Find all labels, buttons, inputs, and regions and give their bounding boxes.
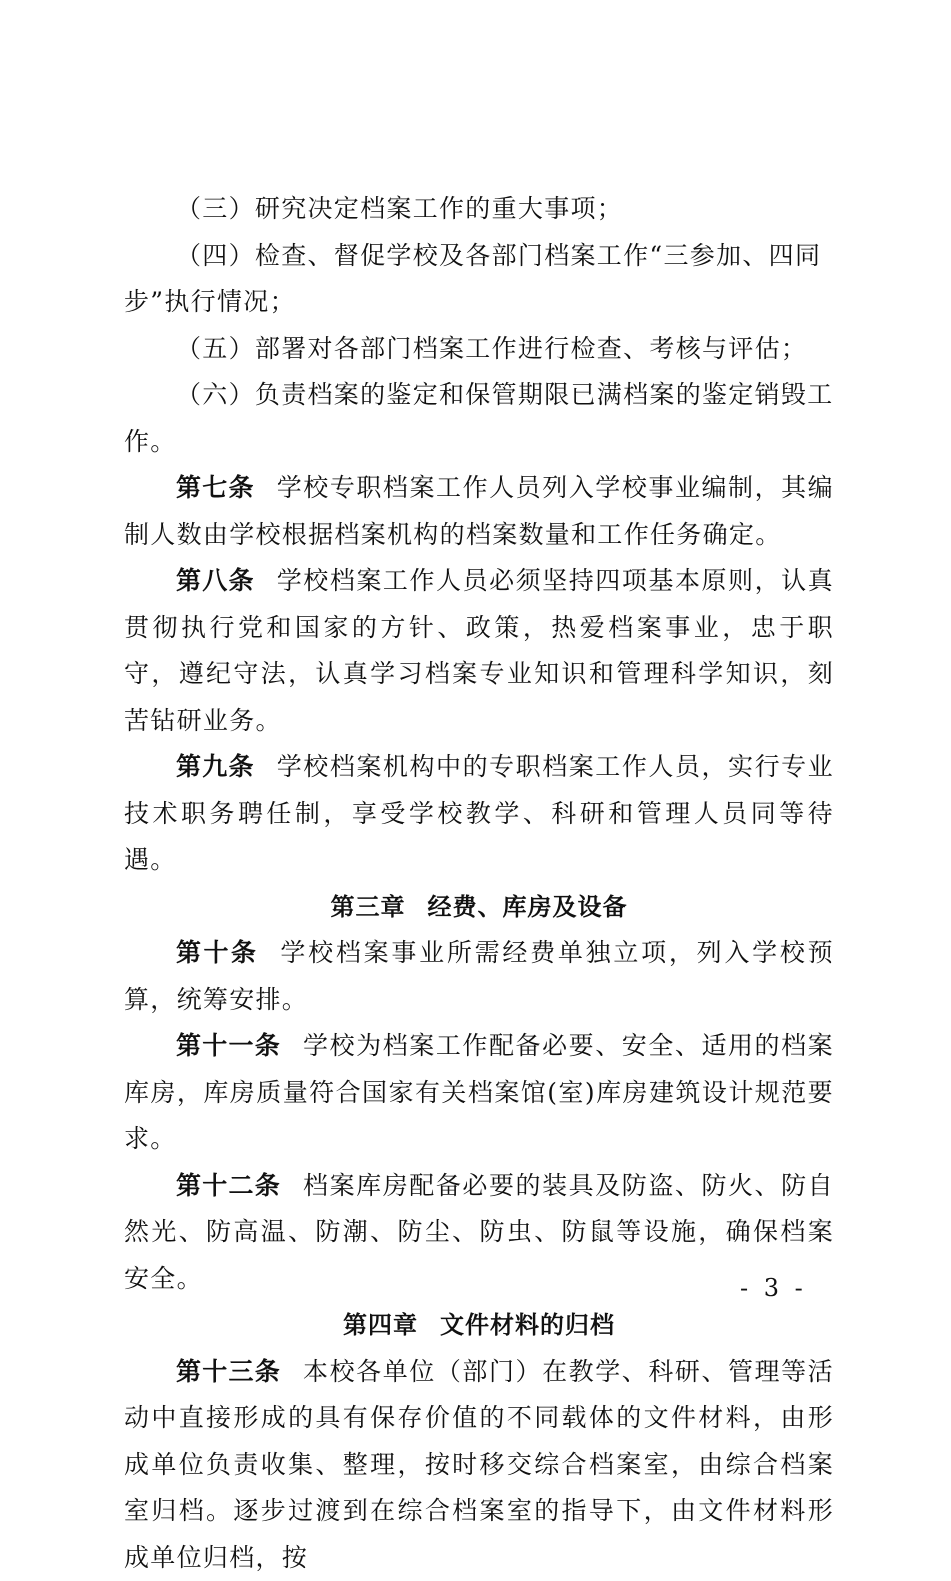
duty-item-5: （五）部署对各部门档案工作进行检查、考核与评估；	[124, 326, 834, 373]
article-text: 学校专职档案工作人员列入学校事业编制，其编制人数由学校根据档案机构的档案数量和工作任务确定。	[124, 473, 834, 549]
article-number: 第十三条	[176, 1357, 281, 1386]
chapter-number: 第四章	[343, 1311, 418, 1339]
article-10	[124, 930, 834, 1023]
chapter-3-heading	[124, 884, 834, 931]
article-9	[124, 744, 834, 884]
article-text: 学校档案机构中的专职档案工作人员，实行专业技术职务聘任制，享受学校教学、科研和管理人员同等待遇。	[124, 752, 834, 874]
article-8	[124, 558, 834, 744]
article-number: 第七条	[176, 473, 255, 502]
article-13	[124, 1349, 834, 1581]
duty-item-6: （六）负责档案的鉴定和保管期限已满档案的鉴定销毁工作。	[124, 372, 834, 465]
chapter-number: 第三章	[331, 893, 406, 921]
article-number: 第九条	[176, 752, 255, 781]
article-text: 学校档案事业所需经费单独立项，列入学校预算，统筹安排。	[124, 938, 834, 1014]
document-body	[124, 186, 834, 1581]
article-number: 第十条	[176, 938, 258, 967]
article-text: 学校档案工作人员必须坚持四项基本原则，认真贯彻执行党和国家的方针、政策，热爱档案事业，忠于职守，遵纪守法，认真学习档案专业知识和管理科学知识，刻苦钻研业务。	[124, 566, 834, 735]
article-text: 档案库房配备必要的装具及防盗、防火、防自然光、防高温、防潮、防尘、防虫、防鼠等设施，确保档案安全。	[124, 1171, 834, 1293]
article-11	[124, 1023, 834, 1163]
article-number: 第十二条	[176, 1171, 281, 1200]
article-text: 本校各单位（部门）在教学、科研、管理等活动中直接形成的具有保存价值的不同载体的文件材料，由形成单位负责收集、整理，按时移交综合档案室，由综合档案室归档。逐步过渡到在综合档案室的指导下，由文件材料形成单位归档，按	[124, 1357, 834, 1572]
duty-item-3: （三）研究决定档案工作的重大事项；	[124, 186, 834, 233]
chapter-title: 文件材料的归档	[440, 1311, 615, 1339]
article-text: 学校为档案工作配备必要、安全、适用的档案库房，库房质量符合国家有关档案馆(室)库房建筑设计规范要求。	[124, 1031, 834, 1153]
duty-item-4: （四）检查、督促学校及各部门档案工作“三参加、四同步”执行情况；	[124, 233, 834, 326]
article-number: 第八条	[176, 566, 255, 595]
chapter-4-heading	[124, 1302, 834, 1349]
chapter-title: 经费、库房及设备	[428, 893, 628, 921]
page-number: - 3 -	[740, 1274, 807, 1302]
article-number: 第十一条	[176, 1031, 281, 1060]
article-12	[124, 1163, 834, 1303]
article-7	[124, 465, 834, 558]
